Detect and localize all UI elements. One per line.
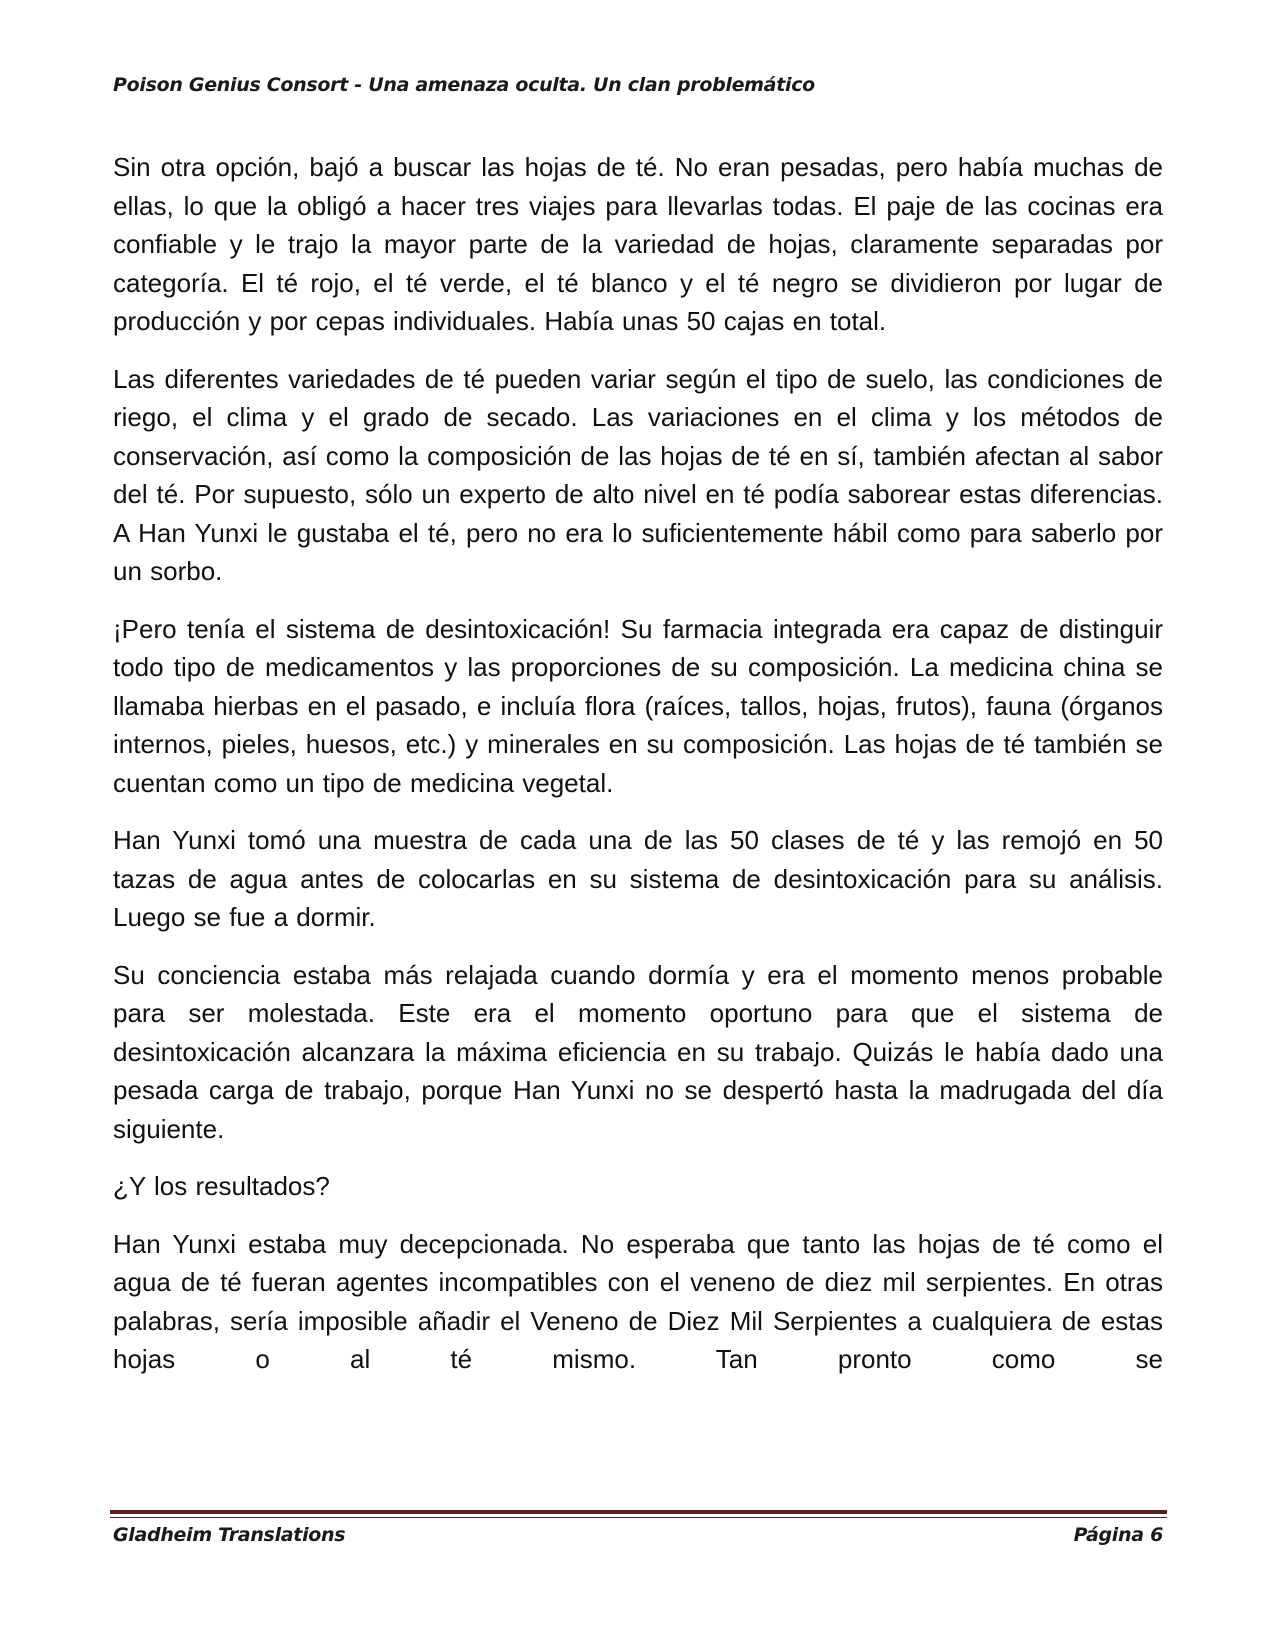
document-body xyxy=(113,148,1163,1398)
footer-publisher: Gladheim Translations xyxy=(113,1524,346,1546)
footer-page-number: Página 6 xyxy=(1073,1524,1163,1546)
paragraph-5: Su conciencia estaba más relajada cuando dormía y era el momento menos probable para ser molestada. Este era el momento oportuno para que el sistema de desintoxicación alcanzara la máxima eficiencia en su trabajo. Quizás le había dado una pesada carga de trabajo, porque Han Yunxi no se despertó hasta la madrugada del día siguiente. xyxy=(113,959,1163,1144)
paragraph-2: Las diferentes variedades de té pueden variar según el tipo de suelo, las condiciones de riego, el clima y el grado de secado. Las variaciones en el clima y los métodos de conservación, así como la composición de las hojas de té en sí, también afectan al sabor del té. Por supuesto, sólo un experto de alto nivel en té podía saborear estas diferencias. A Han Yunxi le gustaba el té, pero no era lo suficientemente hábil como para saberlo por un sorbo. xyxy=(113,363,1163,586)
footer-divider-thick xyxy=(110,1510,1167,1514)
paragraph-1: Sin otra opción, bajó a buscar las hojas de té. No eran pesadas, pero había muchas de ellas, lo que la obligó a hacer tres viajes para llevarlas todas. El paje de las cocinas era confiable y le trajo la mayor parte de la variedad de hojas, claramente separadas por categoría. El té rojo, el té verde, el té blanco y el té negro se dividieron por lugar de producción y por cepas individuales. Había unas 50 cajas en total. xyxy=(113,152,1163,336)
page-header-title: Poison Genius Consort - Una amenaza oculta. Un clan problemático xyxy=(113,74,815,96)
paragraph-7: Han Yunxi estaba muy decepcionada. No esperaba que tanto las hojas de té como el agua de té fueran agentes incompatibles con el veneno de diez mil serpientes. En otras palabras, sería imposible añadir el Veneno de Diez Mil Serpientes a cualquiera de estas hojas o al té mismo. Tan pronto como se xyxy=(113,1228,1163,1374)
footer-divider-thin xyxy=(110,1517,1167,1518)
paragraph-6: ¿Y los resultados? xyxy=(113,1171,330,1201)
paragraph-3: ¡Pero tenía el sistema de desintoxicación! Su farmacia integrada era capaz de distinguir todo tipo de medicamentos y las proporciones de su composición. La medicina china se llamaba hierbas en el pasado, e incluía flora (raíces, tallos, hojas, frutos), fauna (órganos internos, pieles, huesos, etc.) y minerales en su composición. Las hojas de té también se cuentan como un tipo de medicina vegetal. xyxy=(113,613,1163,798)
paragraph-4: Han Yunxi tomó una muestra de cada una de las 50 clases de té y las remojó en 50 tazas de agua antes de colocarlas en su sistema de desintoxicación para su análisis. Luego se fue a dormir. xyxy=(113,825,1163,932)
